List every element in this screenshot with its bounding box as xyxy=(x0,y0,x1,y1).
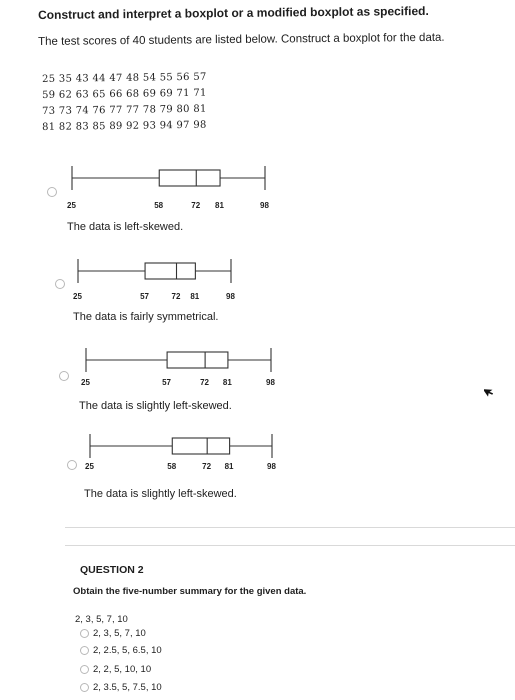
tick-label: 58 xyxy=(167,462,177,471)
section-divider xyxy=(65,527,515,528)
score-data-row: 81 82 83 85 89 92 93 94 97 98 xyxy=(42,119,207,133)
tick-label: 98 xyxy=(267,462,276,471)
option-4-description: The data is slightly left-skewed. xyxy=(84,488,237,500)
tick-label: 72 xyxy=(200,378,210,387)
q2-option-label: 2, 3, 5, 7, 10 xyxy=(93,628,146,639)
tick-label: 58 xyxy=(154,201,164,210)
tick-label: 25 xyxy=(67,201,76,210)
radio-button-icon[interactable] xyxy=(80,665,89,674)
score-data-row: 25 35 43 44 47 48 54 55 56 57 xyxy=(42,71,207,85)
question-prompt: The test scores of 40 students are listed below. Construct a boxplot for the data. xyxy=(38,31,445,48)
tick-label: 81 xyxy=(215,201,224,210)
radio-button-icon[interactable] xyxy=(80,629,89,638)
score-data-row: 73 73 74 76 77 77 78 79 80 81 xyxy=(42,103,207,117)
q2-option-label: 2, 3.5, 5, 7.5, 10 xyxy=(93,682,162,693)
option-1-description: The data is left-skewed. xyxy=(67,221,184,233)
radio-button-icon[interactable] xyxy=(80,683,89,692)
tick-label: 81 xyxy=(222,378,232,387)
score-data-row: 59 62 63 65 66 68 69 69 71 71 xyxy=(42,87,207,101)
tick-label: 25 xyxy=(73,292,82,301)
iqr-box xyxy=(172,438,229,454)
tick-label: 57 xyxy=(140,292,149,301)
question-2-prompt: Obtain the five-number summary for the given data. xyxy=(73,586,307,597)
radio-button-icon[interactable] xyxy=(80,646,89,655)
section-divider xyxy=(65,545,515,546)
option-2-description: The data is fairly symmetrical. xyxy=(73,311,219,323)
q2-option-label: 2, 2, 5, 10, 10 xyxy=(93,664,152,675)
tick-label: 25 xyxy=(81,378,90,387)
tick-label: 98 xyxy=(226,292,235,301)
mouse-pointer-icon xyxy=(484,385,494,397)
tick-label: 72 xyxy=(202,462,212,471)
question-2-data: 2, 3, 5, 7, 10 xyxy=(75,614,128,625)
option-3-description: The data is slightly left-skewed. xyxy=(79,400,232,412)
tick-label: 72 xyxy=(171,292,181,301)
tick-label: 98 xyxy=(260,201,269,210)
tick-label: 57 xyxy=(162,378,172,387)
tick-label: 81 xyxy=(190,292,200,301)
tick-label: 25 xyxy=(85,462,94,471)
question-2-heading: QUESTION 2 xyxy=(80,564,144,576)
question-title: Construct and interpret a boxplot or a modified boxplot as specified. xyxy=(38,3,429,22)
tick-label: 72 xyxy=(191,201,201,210)
tick-label: 98 xyxy=(266,378,275,387)
q2-option-label: 2, 2.5, 5, 6.5, 10 xyxy=(93,645,162,656)
tick-label: 81 xyxy=(224,462,234,471)
